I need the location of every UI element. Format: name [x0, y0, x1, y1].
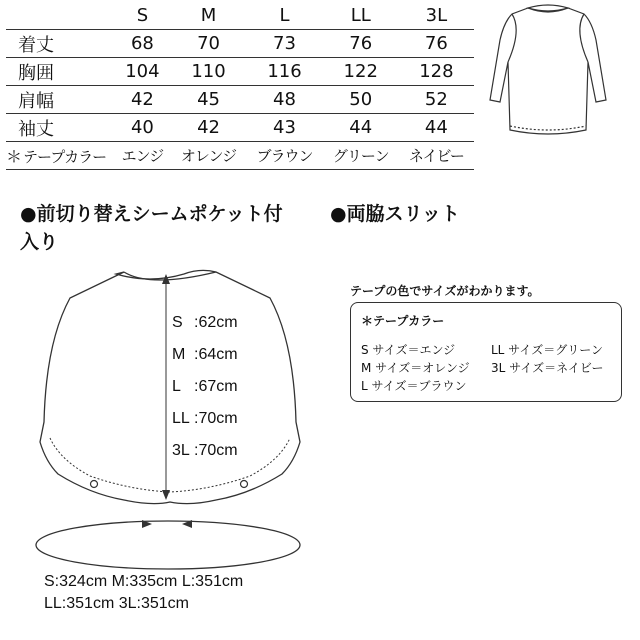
length-label	[172, 442, 238, 460]
slit-feature-heading: ●両脇スリット	[330, 203, 460, 225]
table-cell: 128	[399, 58, 474, 86]
table-cell: 52	[399, 86, 474, 114]
tape-color-legend	[350, 302, 622, 402]
length-label	[172, 410, 238, 428]
length-value: :67cm	[194, 378, 238, 395]
size-code: M	[172, 346, 186, 363]
size-header-empty	[6, 2, 114, 30]
length-value: :62cm	[194, 314, 238, 331]
length-label	[172, 378, 238, 396]
size-col-header: LL	[323, 2, 399, 30]
tape-note-title: テープの色でサイズがわかります。	[350, 284, 540, 298]
table-cell: 76	[399, 30, 474, 58]
table-cell: 122	[323, 58, 399, 86]
size-code: L	[172, 378, 181, 395]
tape-color-row	[6, 142, 474, 170]
table-cell: 68	[114, 30, 171, 58]
length-label	[172, 314, 238, 332]
table-cell: 70	[171, 30, 246, 58]
size-code: 3L	[172, 442, 190, 459]
table-row	[6, 114, 474, 142]
table-cell: 50	[323, 86, 399, 114]
size-header-row	[6, 2, 474, 30]
length-value: :70cm	[194, 410, 238, 427]
garment-back-illustration	[488, 0, 608, 140]
row-label: 肩幅	[6, 86, 114, 114]
table-row	[6, 86, 474, 114]
table-cell: オレンジ	[171, 142, 246, 170]
tape-row-label: テープカラー	[23, 148, 107, 166]
row-label: 着丈	[6, 30, 114, 58]
legend-item: S サイズ＝エンジ	[361, 343, 456, 357]
size-code: LL	[172, 410, 190, 427]
hem-measure-line1: S:324cm M:335cm L:351cm	[44, 573, 244, 590]
table-cell: 42	[114, 86, 171, 114]
legend-item: L サイズ＝ブラウン	[361, 379, 467, 393]
snap-icon	[241, 481, 248, 488]
table-cell: 104	[114, 58, 171, 86]
asterisk-icon: ＊	[6, 147, 22, 166]
pocket-feature-heading	[20, 200, 320, 256]
table-cell: 73	[246, 30, 322, 58]
legend-item: M サイズ＝オレンジ	[361, 361, 470, 375]
table-cell: 48	[246, 86, 322, 114]
table-cell: ネイビー	[399, 142, 474, 170]
table-row	[6, 30, 474, 58]
pocket-heading-line1: ●前切り替えシームポケット付	[20, 203, 283, 225]
table-cell: 76	[323, 30, 399, 58]
size-col-header: S	[114, 2, 171, 30]
table-cell: 40	[114, 114, 171, 142]
legend-item: LL サイズ＝グリーン	[491, 343, 603, 357]
size-col-header: L	[246, 2, 322, 30]
table-cell: 42	[171, 114, 246, 142]
table-cell: 116	[246, 58, 322, 86]
pocket-heading-line2: 入り	[20, 231, 59, 253]
size-table	[6, 2, 474, 170]
table-cell: グリーン	[323, 142, 399, 170]
table-cell: ブラウン	[246, 142, 322, 170]
table-cell: 45	[171, 86, 246, 114]
length-value: :64cm	[194, 346, 238, 363]
row-label	[6, 142, 114, 170]
table-cell: 44	[399, 114, 474, 142]
legend-item: 3L サイズ＝ネイビー	[491, 361, 604, 375]
size-code: S	[172, 314, 183, 331]
table-cell: エンジ	[114, 142, 171, 170]
row-label: 袖丈	[6, 114, 114, 142]
snap-icon	[91, 481, 98, 488]
row-label: 胸囲	[6, 58, 114, 86]
size-col-header: M	[171, 2, 246, 30]
table-cell: 43	[246, 114, 322, 142]
size-col-header: 3L	[399, 2, 474, 30]
hem-measure-line2: LL:351cm 3L:351cm	[44, 595, 189, 612]
table-cell: 110	[171, 58, 246, 86]
table-row	[6, 58, 474, 86]
table-cell: 44	[323, 114, 399, 142]
length-label	[172, 346, 238, 364]
length-value: :70cm	[194, 442, 238, 459]
legend-title: ＊テープカラー	[361, 314, 445, 328]
